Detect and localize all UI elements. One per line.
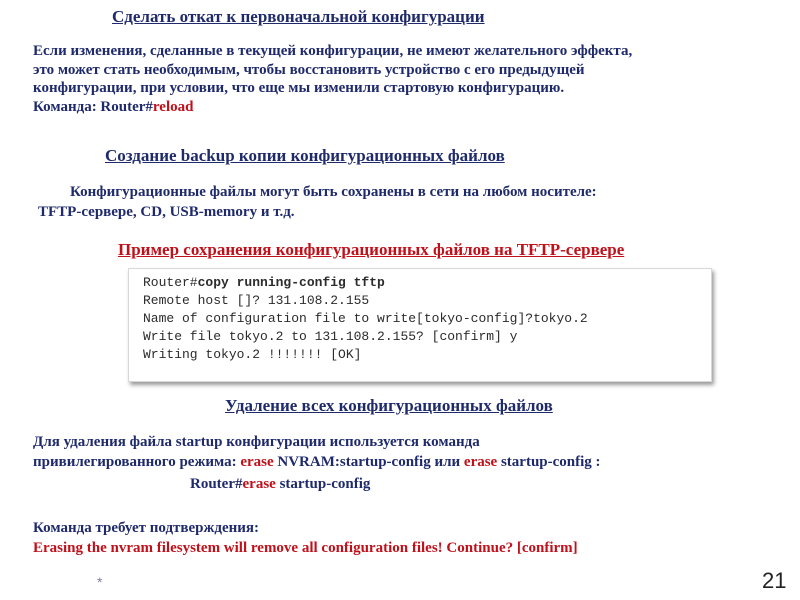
section-heading-delete: Удаление всех конфигурационных файлов (225, 396, 553, 415)
paragraph-line: конфигурации, при условии, что еще мы изменили стартовую конфигурацию. (33, 80, 565, 96)
code-line: Remote host []? 131.108.2.155 (143, 293, 370, 308)
confirm-message: Erasing the nvram filesystem will remove all configuration files! Continue? [confirm] (33, 540, 578, 556)
paragraph-line: Если изменения, сделанные в текущей конфигурации, не имеют желательного эффекта, (33, 43, 633, 59)
delete-line-1: Для удаления файла startup конфигурации используется команда (33, 434, 480, 450)
code-command: copy running-config tftp (197, 275, 385, 290)
page-number: 21 (762, 568, 787, 593)
code-line: Name of configuration file to write[tokyo-config]?tokyo.2 (143, 311, 588, 326)
paragraph-line: это может стать необходимым, чтобы восстановить устройство с его предыдущей (33, 61, 585, 78)
command-prefix: Команда: Router# (33, 98, 153, 115)
command-line (33, 98, 632, 117)
backup-line-1: Конфигурационные файлы могут быть сохранены в сети на любом носителе: (70, 184, 597, 200)
code-prompt: Router# (143, 275, 198, 290)
command-keyword: reload (152, 98, 194, 115)
section-heading-backup: Создание backup копии конфигурационных файлов (105, 146, 505, 165)
code-example-box (128, 268, 712, 382)
delete-line-2 (33, 453, 601, 472)
footer-marker: * (97, 574, 103, 590)
erase-keyword: erase (240, 454, 274, 470)
section-heading-rollback: Сделать откат к первоначальной конфигурации (112, 7, 485, 26)
erase-keyword: erase (463, 454, 498, 470)
erase-keyword: erase (242, 476, 276, 492)
code-line-command (143, 275, 385, 290)
text-run: Router# (190, 476, 243, 492)
text-run: startup-config : (497, 454, 601, 470)
backup-line-2: TFTP-сервере, CD, USB-memory и т.д. (38, 204, 295, 220)
paragraph-rollback (33, 42, 632, 116)
text-run: NVRAM:startup-config или (273, 454, 464, 470)
delete-command-line (190, 475, 370, 494)
text-run: привилегированного режима: (33, 454, 241, 470)
text-run: startup-config (275, 476, 371, 492)
code-line: Writing tokyo.2 !!!!!!! [OK] (143, 347, 362, 362)
code-line: Write file tokyo.2 to 131.108.2.155? [confirm] y (143, 329, 518, 344)
section-heading-tftp-example: Пример сохранения конфигурационных файлов на TFTP-сервере (118, 240, 625, 259)
confirm-label: Команда требует подтверждения: (33, 520, 260, 536)
